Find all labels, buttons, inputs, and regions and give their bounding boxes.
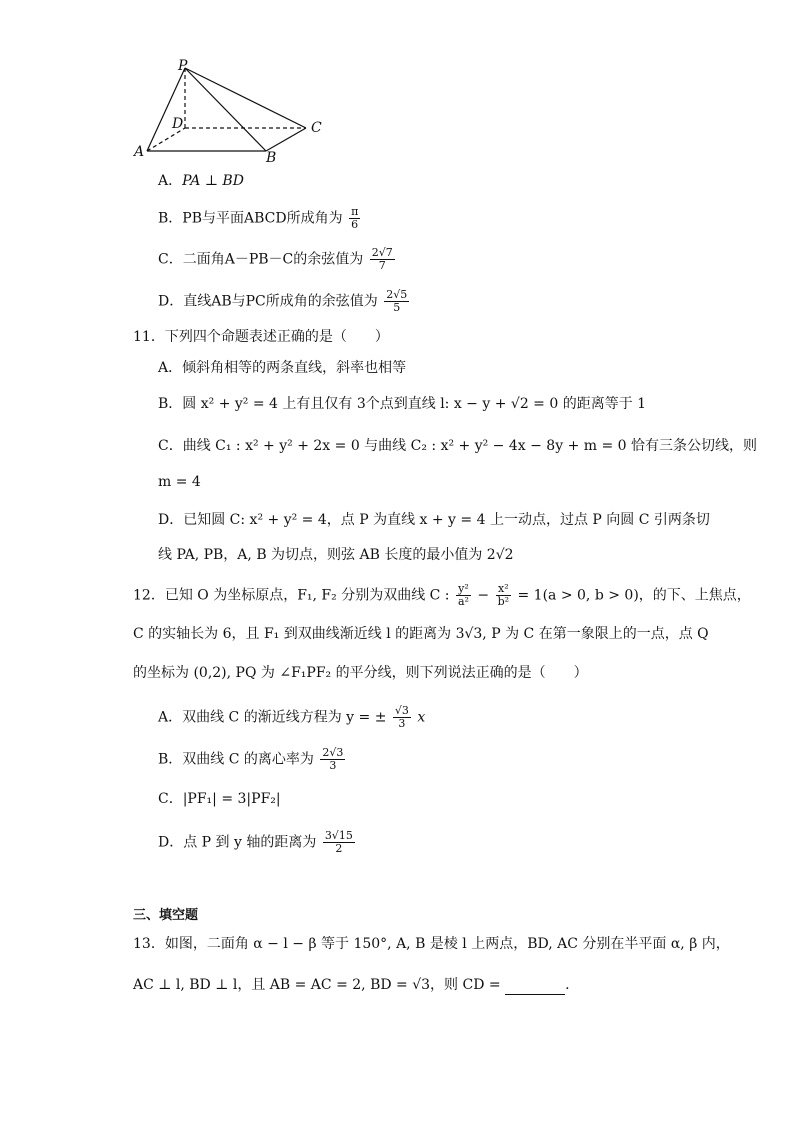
q13-line2: AC ⊥ l, BD ⊥ l，且 AB = AC = 2, BD = √3，则 CD = .	[133, 977, 570, 993]
fraction: $\frac{\text{y²}}{\text{a²}}$	[457, 582, 469, 608]
label-p: P	[178, 58, 188, 74]
fraction: $\frac{2√7}{7}$	[371, 246, 393, 272]
fraction: $\frac{2√5}{5}$	[386, 288, 408, 314]
q12-stem-line2: C 的实轴长为 6，且 F₁ 到双曲线渐近线 l 的距离为 3√3, P 为 C 在第一象限上的一点，点 Q	[133, 626, 709, 642]
q12-option-b: B．双曲线 C 的离心率为 $\frac{2√3}{3}$	[158, 746, 344, 772]
fraction: $\frac{3√15}{2}$	[324, 829, 353, 855]
q10-option-a: A．PA ⊥ BD	[158, 173, 244, 189]
q10-option-b: B．PB与平面ABCD所成角为 $\frac{\pi}{6}$	[158, 205, 359, 231]
section-heading: 三、填空题	[133, 908, 199, 923]
q12-option-a: A．双曲线 C 的渐近线方程为 y = ± $\frac{√3}{3}$ x	[158, 704, 426, 730]
q11-option-d-cont: 线 PA, PB，A, B 为切点，则弦 AB 长度的最小值为 2√2	[158, 547, 514, 563]
label-d: D	[172, 116, 184, 132]
q11-option-a: A．倾斜角相等的两条直线，斜率也相等	[158, 360, 407, 376]
label-b: B	[266, 150, 277, 166]
q10-option-c: C．二面角A－PB－C的余弦值为 $\frac{2√7}{7}$	[158, 246, 393, 272]
label-c: C	[311, 120, 322, 136]
q10-option-d: D．直线AB与PC所成角的余弦值为 $\frac{2√5}{5}$	[158, 288, 408, 314]
pyramid-figure	[130, 58, 330, 166]
answer-blank[interactable]	[505, 980, 565, 995]
q12-option-d: D．点 P 到 y 轴的距离为 $\frac{3√15}{2}$	[158, 829, 353, 855]
q12-stem-line3: 的坐标为 (0,2), PQ 为 ∠F₁PF₂ 的平分线，则下列说法正确的是（ ）	[133, 665, 588, 681]
fraction: $\frac{√3}{3}$	[394, 704, 409, 730]
q11-option-d: D．已知圆 C: x² + y² = 4，点 P 为直线 x + y = 4 上一动点，过点 P 向圆 C 引两条切	[158, 512, 710, 528]
q11-option-b: B．圆 x² + y² = 4 上有且仅有 3个点到直线 l: x − y + √2 = 0 的距离等于 1	[158, 396, 647, 412]
q11-option-c: C．曲线 C₁ : x² + y² + 2x = 0 与曲线 C₂ : x² + y² − 4x − 8y + m = 0 恰有三条公切线，则	[158, 438, 758, 454]
label-a: A	[134, 144, 145, 160]
q13-line1: 13．如图，二面角 α − l − β 等于 150°, A, B 是棱 l 上两点，BD, AC 分别在半平面 α, β 内，	[133, 936, 730, 952]
q12-stem-line1: 12．已知 O 为坐标原点，F₁, F₂ 分别为双曲线 C : $\frac{\text{y²}}{\text{a²}}$ − $\frac{\text{x²}}{\text{b²}}$ = 1(a > 0, b > 0)，的下、上焦点，	[133, 582, 751, 608]
q12-option-c: C．|PF₁| = 3|PF₂|	[158, 791, 281, 807]
q11-option-c-cont: m = 4	[158, 474, 201, 490]
fraction: $\frac{\pi}{6}$	[351, 205, 359, 231]
q11-stem: 11．下列四个命题表述正确的是（ ）	[133, 329, 389, 345]
fraction: $\frac{2√3}{3}$	[322, 746, 344, 772]
fraction: $\frac{\text{x²}}{\text{b²}}$	[497, 582, 510, 608]
